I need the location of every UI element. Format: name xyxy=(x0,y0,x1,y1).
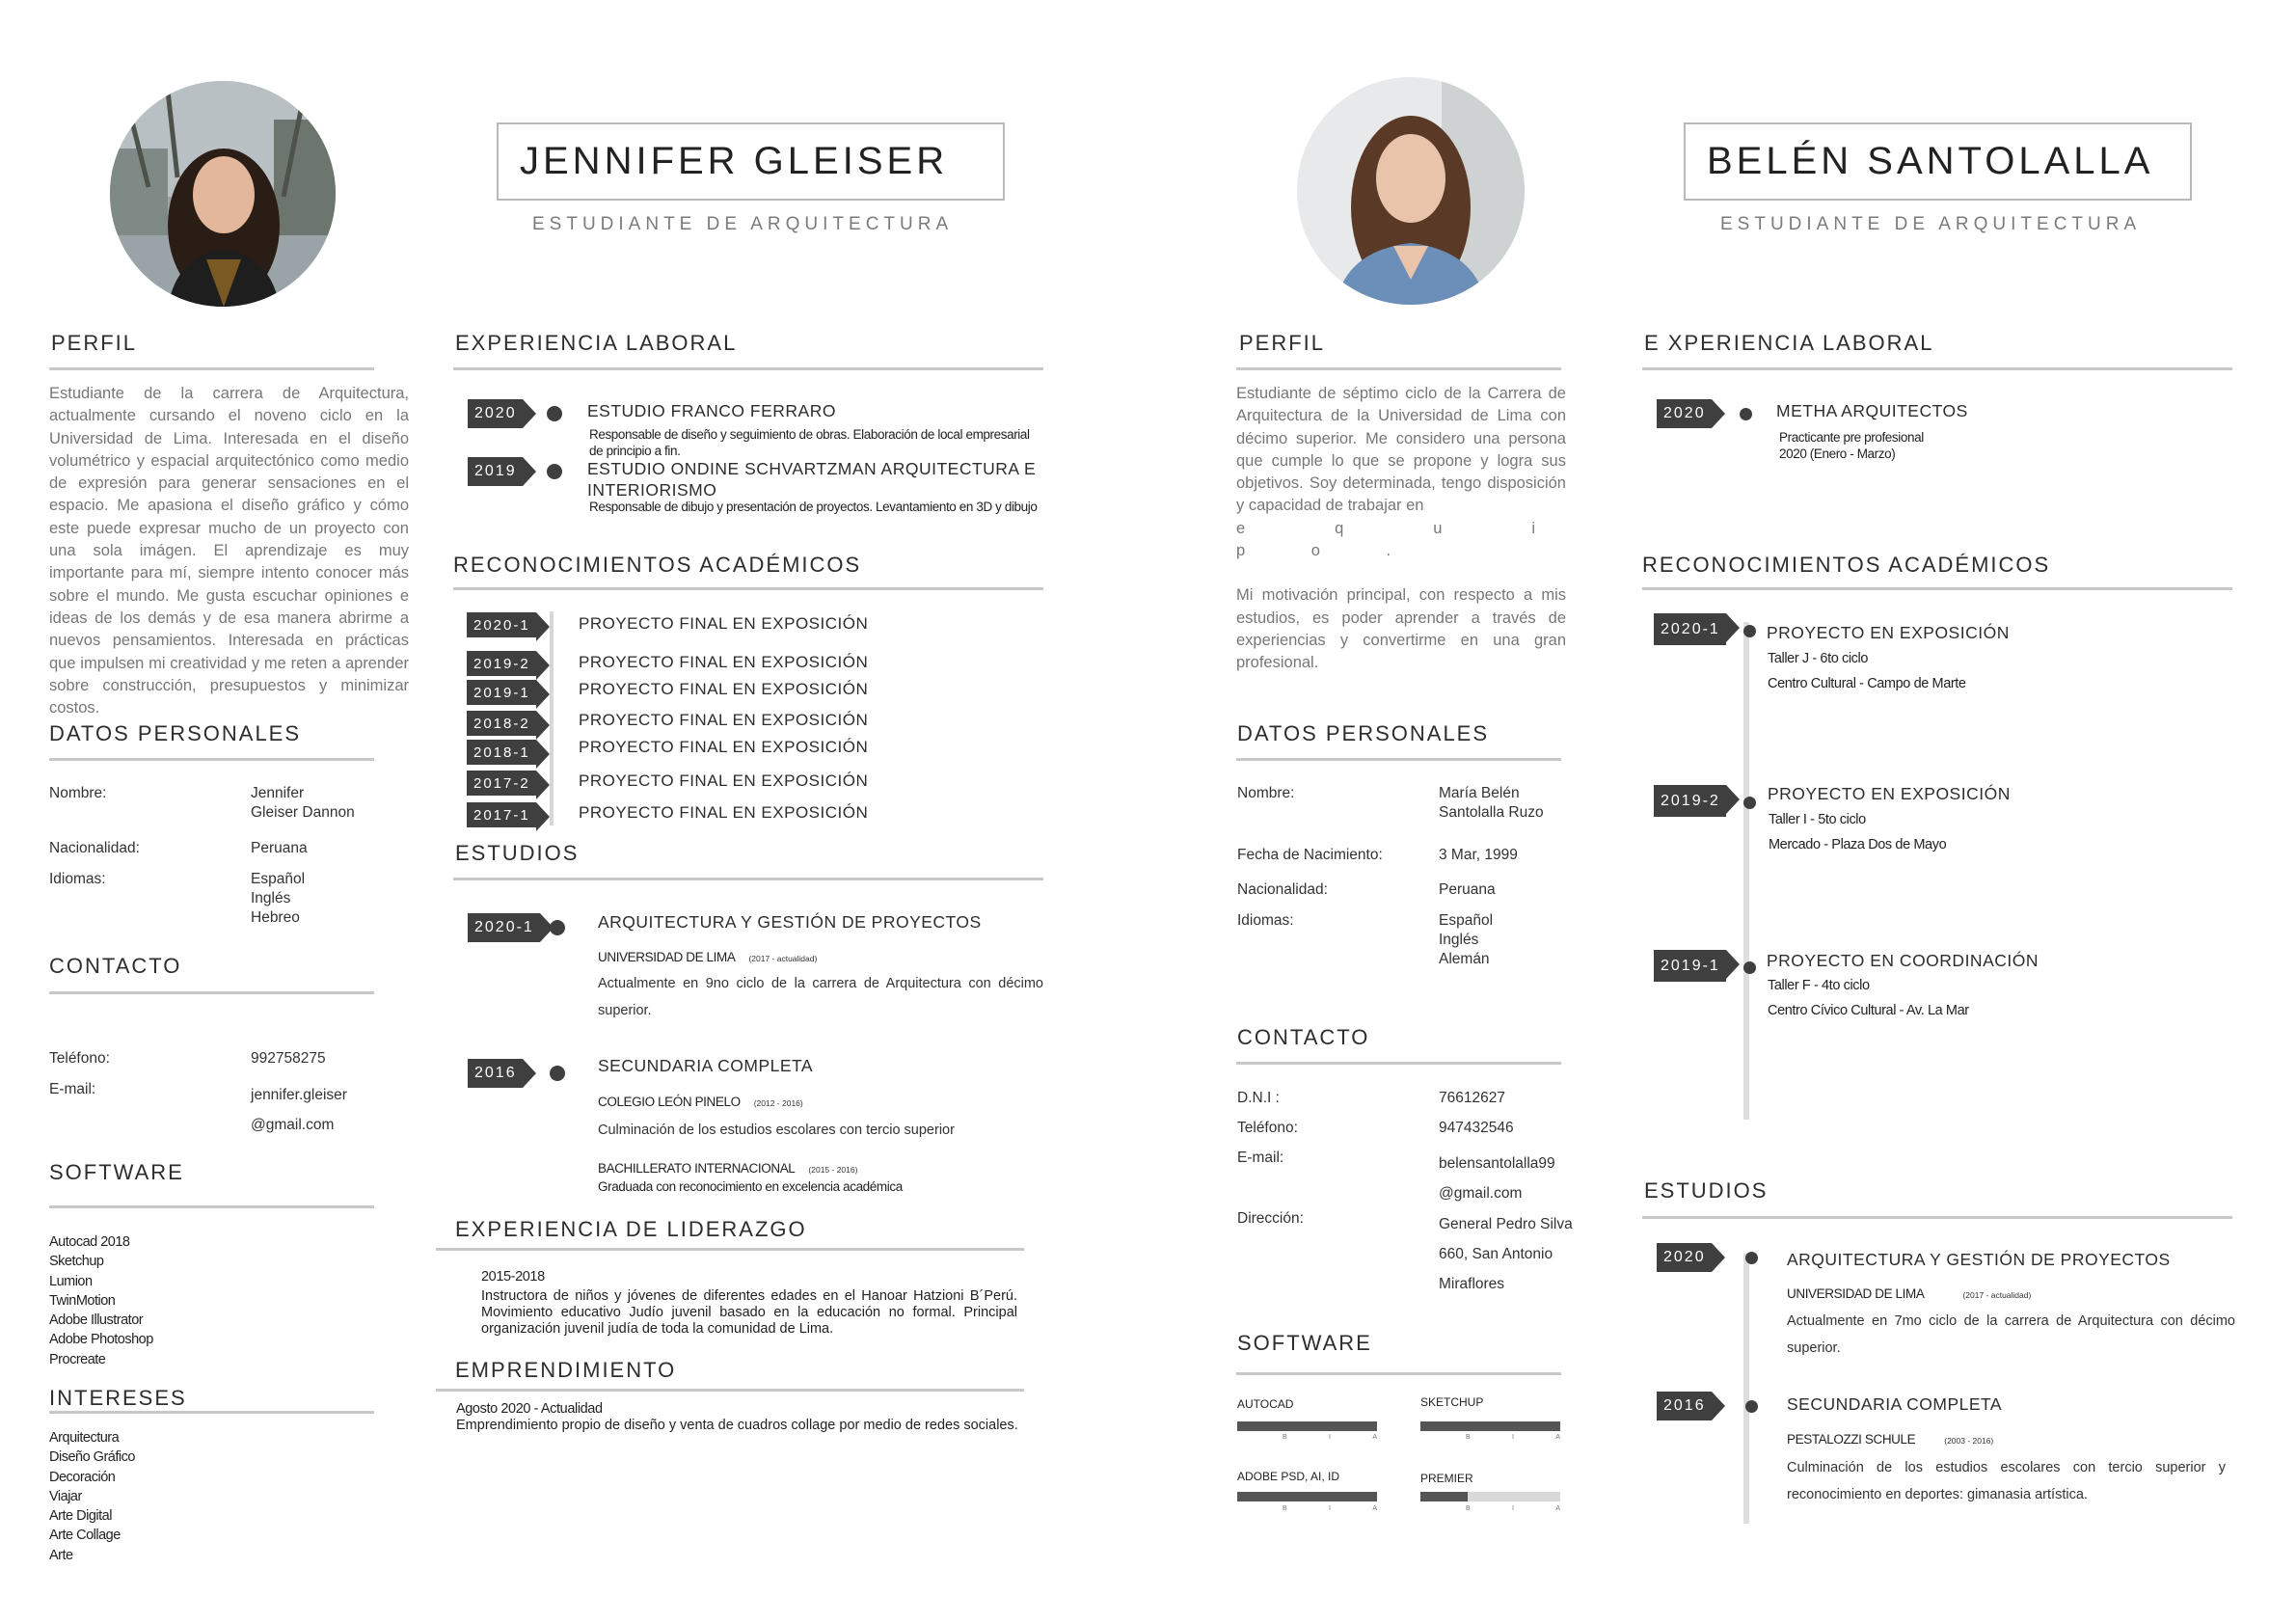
software-scale xyxy=(1283,1505,1377,1512)
emprendimiento-period: Agosto 2020 - Actualidad xyxy=(456,1401,603,1417)
year-tag xyxy=(468,457,523,486)
school-period: (2015 - 2016) xyxy=(808,1165,858,1175)
year-label: 2019-2 xyxy=(1654,785,1726,817)
value-line: jennifer.gleiser xyxy=(251,1087,347,1103)
section-title-datos: DATOS PERSONALES xyxy=(1237,721,1490,745)
full-name: JENNIFER GLEISER xyxy=(520,140,949,182)
study-description: Culminación de los estudios escolares con tercio superior y reconocimiento en deportes: gimanasia artística. xyxy=(1787,1460,2226,1502)
award-title: PROYECTO FINAL EN EXPOSICIÓN xyxy=(579,771,869,790)
datos-nacionalidad-label: Nacionalidad: xyxy=(49,840,140,856)
section-rule xyxy=(49,991,374,994)
list-item: Procreate xyxy=(49,1351,106,1367)
scale-mark: B xyxy=(1283,1505,1287,1512)
timeline-dot xyxy=(1745,1252,1758,1264)
year-label: 2018-1 xyxy=(467,740,536,765)
study-description: Actualmente en 9no ciclo de la carrera de Arquitectura con décimo superior. xyxy=(598,976,1043,1018)
year-label: 2016 xyxy=(1657,1392,1712,1420)
year-tag xyxy=(1654,613,1726,645)
section-rule xyxy=(1642,587,2232,590)
contacto-email-label: E-mail: xyxy=(49,1081,96,1097)
section-title-reconocimientos: RECONOCIMIENTOS ACADÉMICOS xyxy=(1642,553,2051,577)
scale-mark: A xyxy=(1555,1505,1560,1512)
year-tag xyxy=(467,740,536,765)
section-rule xyxy=(436,1248,1024,1251)
datos-nacimiento-label: Fecha de Nacimiento: xyxy=(1237,847,1383,863)
scale-mark: A xyxy=(1555,1434,1560,1441)
study-school xyxy=(598,949,817,967)
year-tag xyxy=(467,680,536,705)
year-label: 2020 xyxy=(1657,399,1712,428)
software-name: PREMIER xyxy=(1420,1472,1473,1485)
value-line: María Belén xyxy=(1439,785,1520,801)
list-item: Lumion xyxy=(49,1273,93,1289)
value-line: General Pedro Silva xyxy=(1439,1216,1573,1232)
year-label: 2020 xyxy=(1657,1243,1712,1272)
value-line: Inglés xyxy=(251,890,291,906)
year-tag xyxy=(467,802,536,827)
profile-photo-jennifer xyxy=(110,81,336,307)
year-label: 2018-2 xyxy=(467,711,536,736)
software-name: ADOBE PSD, AI, ID xyxy=(1237,1470,1340,1483)
datos-nombre-value xyxy=(251,784,355,823)
value-line: Inglés xyxy=(1439,932,1479,948)
contacto-email-value xyxy=(1439,1149,1555,1208)
full-name: BELÉN SANTOLALLA xyxy=(1707,140,2154,182)
list-item: Arquitectura xyxy=(49,1430,120,1446)
software-scale xyxy=(1466,1505,1560,1512)
school-name: PESTALOZZI SCHULE xyxy=(1787,1432,1916,1447)
award-title: PROYECTO FINAL EN EXPOSICIÓN xyxy=(579,803,869,822)
job-description: 2020 (Enero - Marzo) xyxy=(1779,446,1896,461)
section-rule xyxy=(453,587,1043,590)
list-item: Sketchup xyxy=(49,1254,104,1270)
section-rule xyxy=(1236,1062,1561,1065)
section-title-intereses: INTERESES xyxy=(49,1386,187,1410)
award-detail: Taller I - 5to ciclo xyxy=(1769,812,1866,827)
timeline-line xyxy=(550,611,554,825)
section-rule xyxy=(1642,367,2232,370)
timeline-line xyxy=(1743,622,1749,1120)
software-level-fill xyxy=(1420,1492,1468,1501)
perfil-paragraph: Mi motivación principal, con respecto a mis estudios, es poder aprender a través de experiencias y convertirme en una gran profesional. xyxy=(1236,586,1566,672)
study-description: Graduada con reconocimiento en excelencia académica xyxy=(598,1179,903,1194)
study-school xyxy=(1787,1285,2031,1304)
year-tag xyxy=(1654,950,1726,982)
list-item: Diseño Gráfico xyxy=(49,1449,135,1466)
school-name: UNIVERSIDAD DE LIMA xyxy=(598,950,736,964)
software-scale xyxy=(1466,1434,1560,1441)
section-title-software: SOFTWARE xyxy=(1237,1331,1372,1355)
year-tag xyxy=(467,771,536,796)
list-item: Adobe Illustrator xyxy=(49,1312,144,1329)
datos-nacionalidad-value: Peruana xyxy=(1439,881,1496,898)
value-line: Gleiser Dannon xyxy=(251,804,355,821)
section-title-datos: DATOS PERSONALES xyxy=(49,721,302,745)
job-description: Practicante pre profesional xyxy=(1779,430,1924,445)
section-rule xyxy=(49,758,374,761)
software-level-fill xyxy=(1420,1421,1560,1431)
year-tag xyxy=(1657,399,1712,428)
contacto-email-label: E-mail: xyxy=(1237,1150,1284,1166)
award-title: PROYECTO FINAL EN EXPOSICIÓN xyxy=(579,711,869,729)
section-title-contacto: CONTACTO xyxy=(1237,1025,1370,1049)
datos-idiomas-label: Idiomas: xyxy=(1237,912,1294,929)
datos-nombre-label: Nombre: xyxy=(1237,785,1295,801)
section-rule xyxy=(453,367,1043,370)
award-title: PROYECTO FINAL EN EXPOSICIÓN xyxy=(579,680,869,698)
year-tag xyxy=(1657,1243,1712,1272)
liderazgo-period: 2015-2018 xyxy=(481,1269,545,1285)
section-title-perfil: PERFIL xyxy=(1239,331,1326,355)
year-label: 2019-1 xyxy=(467,680,536,705)
perfil-paragraph: e q u i p o . xyxy=(1236,519,1566,560)
datos-nombre-label: Nombre: xyxy=(49,785,107,801)
subtitle: ESTUDIANTE DE ARQUITECTURA xyxy=(1720,214,2142,234)
contacto-telefono-value: 947432546 xyxy=(1439,1120,1514,1136)
profile-photo-belen xyxy=(1297,77,1525,305)
study-school xyxy=(1787,1431,1993,1449)
study-description: Culminación de los estudios escolares con tercio superior xyxy=(598,1123,955,1138)
school-period: (2017 - actualidad) xyxy=(1962,1290,2032,1300)
intereses-list xyxy=(49,1428,135,1565)
award-detail: Centro Cultural - Campo de Marte xyxy=(1768,676,1966,691)
list-item: Arte xyxy=(49,1547,73,1563)
value-line: Santolalla Ruzo xyxy=(1439,804,1544,821)
year-tag xyxy=(468,913,540,942)
name-box-belen xyxy=(1684,122,2192,201)
year-label: 2016 xyxy=(468,1059,523,1088)
section-rule xyxy=(1236,758,1561,761)
section-rule xyxy=(436,1389,1024,1392)
study-title: ARQUITECTURA Y GESTIÓN DE PROYECTOS xyxy=(1787,1250,2171,1269)
section-rule xyxy=(1236,367,1561,370)
value-line: Miraflores xyxy=(1439,1276,1505,1292)
value-line: Alemán xyxy=(1439,951,1490,967)
section-title-software: SOFTWARE xyxy=(49,1160,184,1184)
year-tag xyxy=(468,399,523,428)
award-title: PROYECTO FINAL EN EXPOSICIÓN xyxy=(579,738,869,756)
section-title-estudios: ESTUDIOS xyxy=(455,841,580,865)
contacto-dni-value: 76612627 xyxy=(1439,1090,1505,1106)
year-label: 2019-1 xyxy=(1654,950,1726,982)
section-title-experiencia: EXPERIENCIA LABORAL xyxy=(455,331,738,355)
study-school xyxy=(598,1160,857,1178)
year-label: 2019-2 xyxy=(467,651,536,676)
perfil-paragraph: Estudiante de séptimo ciclo de la Carrera de Arquitectura de la Universidad de Lima con décimo superior. Me considero una persona que cumple lo que se propone y logra sus objetivos. Soy determinada, tengo disposición y capacidad de trabajar en xyxy=(1236,385,1566,515)
datos-idiomas-value xyxy=(1439,911,1493,969)
award-detail: Centro Cívico Cultural - Av. La Mar xyxy=(1768,1003,1969,1018)
software-level-bar xyxy=(1237,1421,1377,1431)
contacto-telefono-label: Teléfono: xyxy=(49,1050,110,1067)
list-item: Adobe Photoshop xyxy=(49,1332,153,1348)
year-label: 2020-1 xyxy=(1654,613,1726,645)
award-title: PROYECTO FINAL EN EXPOSICIÓN xyxy=(579,653,869,671)
value-line: @gmail.com xyxy=(1439,1185,1523,1202)
datos-nombre-value xyxy=(1439,784,1544,823)
list-item: Viajar xyxy=(49,1488,82,1504)
section-rule xyxy=(1236,1372,1561,1375)
timeline-dot xyxy=(1745,1400,1758,1413)
study-description: Actualmente en 7mo ciclo de la carrera de Arquitectura con décimo superior. xyxy=(1787,1313,2235,1356)
software-level-fill xyxy=(1237,1492,1377,1501)
section-title-perfil: PERFIL xyxy=(51,331,138,355)
software-level-bar xyxy=(1420,1492,1560,1501)
year-label: 2019 xyxy=(468,457,523,486)
scale-mark: B xyxy=(1466,1434,1471,1441)
scale-mark: A xyxy=(1372,1505,1377,1512)
timeline-dot xyxy=(1743,625,1756,637)
perfil-text xyxy=(1236,383,1566,675)
job-title: ESTUDIO FRANCO FERRARO xyxy=(587,401,836,420)
contacto-telefono-label: Teléfono: xyxy=(1237,1120,1298,1136)
value-line: 660, San Antonio xyxy=(1439,1246,1553,1262)
section-title-experiencia: E XPERIENCIA LABORAL xyxy=(1644,331,1934,355)
section-title-estudios: ESTUDIOS xyxy=(1644,1178,1769,1203)
job-description: Responsable de dibujo y presentación de proyectos. Levantamiento en 3D y dibujo xyxy=(589,500,1038,514)
school-name: UNIVERSIDAD DE LIMA xyxy=(1787,1286,1925,1301)
job-description: Responsable de diseño y seguimiento de obras. Elaboración de local empresarial de principio a fin. xyxy=(589,427,1030,458)
timeline-dot xyxy=(547,406,562,421)
section-title-reconocimientos: RECONOCIMIENTOS ACADÉMICOS xyxy=(453,553,862,577)
contacto-dni-label: D.N.I : xyxy=(1237,1090,1280,1106)
study-title: ARQUITECTURA Y GESTIÓN DE PROYECTOS xyxy=(598,912,982,932)
year-tag xyxy=(1654,785,1726,817)
year-label: 2020-1 xyxy=(468,913,540,942)
year-label: 2020 xyxy=(468,399,523,428)
year-tag xyxy=(1657,1392,1712,1420)
timeline-dot xyxy=(1743,797,1756,809)
emprendimiento-text: Emprendimiento propio de diseño y venta de cuadros collage por medio de redes sociales. xyxy=(456,1418,1018,1433)
list-item: Decoración xyxy=(49,1469,116,1485)
award-detail: Taller J - 6to ciclo xyxy=(1768,651,1869,666)
section-title-liderazgo: EXPERIENCIA DE LIDERAZGO xyxy=(455,1217,807,1241)
section-rule xyxy=(453,878,1043,880)
datos-nacimiento-value: 3 Mar, 1999 xyxy=(1439,847,1518,863)
timeline-line xyxy=(1743,1254,1749,1524)
school-period: (2003 - 2016) xyxy=(1944,1436,1994,1446)
value-line: belensantolalla99 xyxy=(1439,1155,1555,1172)
scale-mark: I xyxy=(1512,1505,1514,1512)
section-title-contacto: CONTACTO xyxy=(49,954,182,978)
software-name: AUTOCAD xyxy=(1237,1397,1294,1411)
timeline-dot xyxy=(1740,408,1752,420)
liderazgo-text: Instructora de niños y jóvenes de diferentes edades en el Hanoar Hatzioni B´Perú. Movimiento educativo Judío juvenil basado en la educación no formal. Principal organización juvenil judía de toda la comunidad de Lima. xyxy=(481,1288,1017,1337)
value-line: @gmail.com xyxy=(251,1117,335,1133)
award-title: PROYECTO EN EXPOSICIÓN xyxy=(1768,784,2011,803)
scale-mark: B xyxy=(1466,1505,1471,1512)
section-rule xyxy=(49,1205,374,1208)
job-title: METHA ARQUITECTOS xyxy=(1776,401,1968,420)
section-rule xyxy=(1642,1216,2232,1219)
software-list xyxy=(49,1232,153,1369)
list-item: Autocad 2018 xyxy=(49,1234,130,1250)
value-line: Español xyxy=(1439,912,1494,929)
award-title: PROYECTO FINAL EN EXPOSICIÓN xyxy=(579,614,869,633)
section-rule xyxy=(49,1411,374,1414)
name-box-jennifer xyxy=(497,122,1005,201)
datos-idiomas-value xyxy=(251,870,305,928)
datos-nacionalidad-label: Nacionalidad: xyxy=(1237,881,1328,898)
contacto-telefono-value: 992758275 xyxy=(251,1050,326,1067)
list-item: TwinMotion xyxy=(49,1292,116,1309)
year-label: 2017-1 xyxy=(467,802,536,827)
scale-mark: I xyxy=(1512,1434,1514,1441)
scale-mark: B xyxy=(1283,1434,1287,1441)
school-period: (2012 - 2016) xyxy=(753,1098,803,1108)
software-name: SKETCHUP xyxy=(1420,1395,1484,1409)
job-title: ESTUDIO ONDINE SCHVARTZMAN ARQUITECTURA E INTERIORISMO xyxy=(587,459,1037,500)
year-label: 2017-2 xyxy=(467,771,536,796)
value-line: Español xyxy=(251,871,306,887)
award-title: PROYECTO EN EXPOSICIÓN xyxy=(1767,623,2010,642)
school-period: (2017 - actualidad) xyxy=(748,954,818,963)
software-level-bar xyxy=(1237,1492,1377,1501)
contacto-direccion-value xyxy=(1439,1209,1573,1299)
timeline-dot xyxy=(550,920,565,935)
year-tag xyxy=(467,612,536,637)
datos-idiomas-label: Idiomas: xyxy=(49,871,106,887)
school-name: COLEGIO LEÓN PINELO xyxy=(598,1095,741,1109)
school-name: BACHILLERATO INTERNACIONAL xyxy=(598,1161,796,1176)
scale-mark: I xyxy=(1329,1505,1331,1512)
software-scale xyxy=(1283,1434,1377,1441)
subtitle: ESTUDIANTE DE ARQUITECTURA xyxy=(532,214,954,234)
timeline-dot xyxy=(550,1066,565,1081)
year-tag xyxy=(468,1059,523,1088)
timeline-dot xyxy=(1743,961,1756,974)
timeline-dot xyxy=(547,464,562,479)
software-level-bar xyxy=(1420,1421,1560,1431)
study-title: SECUNDARIA COMPLETA xyxy=(598,1056,814,1075)
list-item: Arte Digital xyxy=(49,1508,112,1525)
scale-mark: I xyxy=(1329,1434,1331,1441)
scale-mark: A xyxy=(1372,1434,1377,1441)
year-tag xyxy=(467,651,536,676)
award-title: PROYECTO EN COORDINACIÓN xyxy=(1767,951,2039,970)
contacto-email-value xyxy=(251,1080,347,1140)
year-tag xyxy=(467,711,536,736)
software-level-fill xyxy=(1237,1421,1377,1431)
list-item: Arte Collage xyxy=(49,1528,121,1544)
section-title-emprendimiento: EMPRENDIMIENTO xyxy=(455,1358,677,1382)
award-detail: Taller F - 4to ciclo xyxy=(1768,978,1870,993)
datos-nacionalidad-value: Peruana xyxy=(251,840,308,856)
award-detail: Mercado - Plaza Dos de Mayo xyxy=(1769,837,1947,852)
perfil-text: Estudiante de la carrera de Arquitectura, actualmente cursando el noveno ciclo en la Universidad de Lima. Interesada en el diseño volumétrico y espacial arquitectónico como medio de expresión para generar sensaciones en el espacio. Me apasiona el diseño gráfico y cómo este puede expresar mucho de un proyecto con una sola imágen. El aprendizaje es muy importante para mí, siempre intento conocer más sobre el mundo. Me gusta escuchar opiniones e ideas de los demás y de esa manera abrirme a nuevos pensamientos. Interesada en prácticas que impulsen mi creatividad y me reten a aprender sobre construcción, presupuestos y minimizar costos. xyxy=(49,385,409,717)
contacto-direccion-label: Dirección: xyxy=(1237,1210,1304,1227)
study-title: SECUNDARIA COMPLETA xyxy=(1787,1394,2003,1414)
value-line: Hebreo xyxy=(251,909,300,926)
section-rule xyxy=(49,367,374,370)
year-label: 2020-1 xyxy=(467,612,536,637)
study-school xyxy=(598,1094,803,1112)
value-line: Jennifer xyxy=(251,785,305,801)
